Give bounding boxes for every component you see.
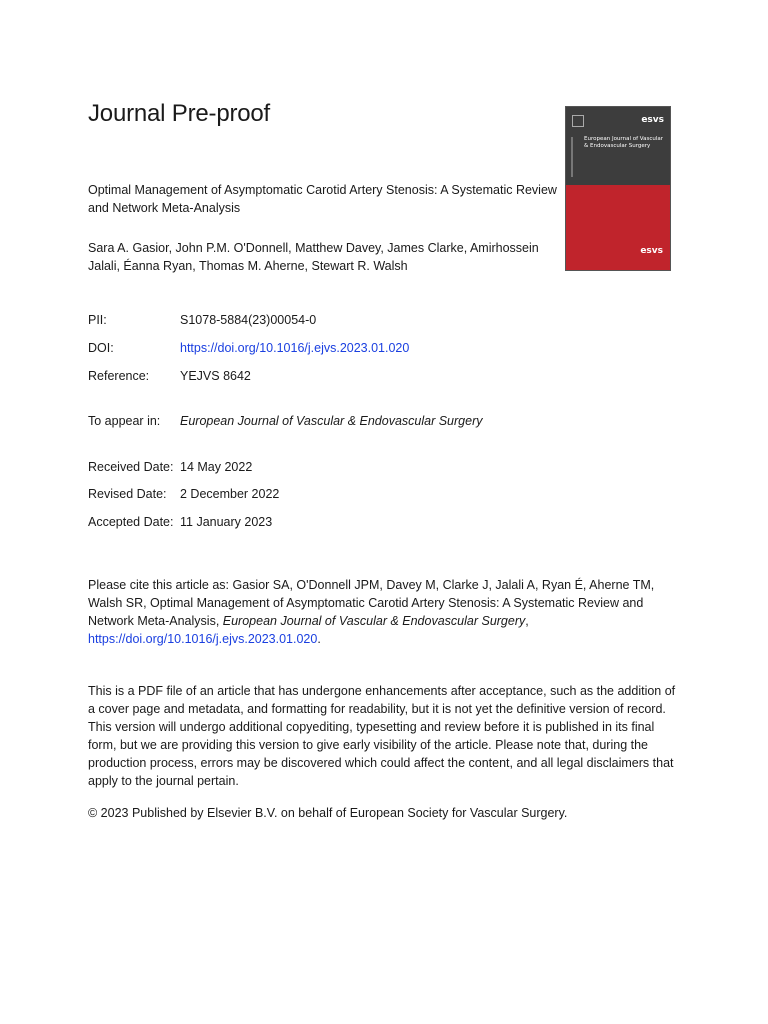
citation-doi-link[interactable]: https://doi.org/10.1016/j.ejvs.2023.01.020 bbox=[88, 632, 318, 646]
journal-cover-image bbox=[565, 106, 671, 271]
reference-label: Reference: bbox=[88, 369, 150, 383]
article-authors: Sara A. Gasior, John P.M. O'Donnell, Matthew Davey, James Clarke, Amirhossein Jalali, Éanna Ryan, Thomas M. Aherne, Stewart R. Walsh bbox=[88, 241, 539, 273]
received-row bbox=[88, 458, 252, 476]
citation-journal: European Journal of Vascular & Endovascular Surgery bbox=[222, 614, 526, 628]
page-title: Journal Pre-proof bbox=[88, 100, 271, 127]
revised-label: Revised Date: bbox=[88, 487, 167, 501]
cover-brand: esvs bbox=[641, 115, 664, 125]
citation-separator: , bbox=[525, 614, 529, 628]
received-date: 14 May 2022 bbox=[180, 460, 253, 474]
disclaimer-paragraph: This is a PDF file of an article that has undergone enhancements after acceptance, such as the addition of a cover page and metadata, and formatting for readability, but it is not yet the definitive version of record. This version will undergo additional copyediting, typesetting and review before it is published in its final form, but we are providing this version to give early visibility of the article. Please note that, during the production process, errors may be discovered which could affect the content, and all legal disclaimers that apply to the journal pertain. bbox=[88, 684, 676, 788]
accepted-row bbox=[88, 513, 272, 531]
reference-row bbox=[88, 367, 251, 385]
accepted-date: 11 January 2023 bbox=[180, 515, 273, 529]
accepted-label: Accepted Date: bbox=[88, 515, 174, 529]
article-title: Optimal Management of Asymptomatic Carotid Artery Stenosis: A Systematic Review and Network Meta-Analysis bbox=[88, 183, 557, 215]
cover-side-line bbox=[571, 137, 573, 177]
pii-row bbox=[88, 311, 316, 329]
citation-paragraph bbox=[88, 576, 678, 648]
citation-suffix: . bbox=[317, 632, 321, 646]
elsevier-logo-icon bbox=[572, 115, 584, 127]
pii-value: S1078-5884(23)00054-0 bbox=[180, 313, 317, 327]
doi-row bbox=[88, 339, 409, 357]
cover-brand-bottom: esvs bbox=[640, 246, 663, 256]
appear-in-row bbox=[88, 412, 482, 430]
appear-in-label: To appear in: bbox=[88, 414, 161, 428]
citation-prefix: Please cite this article as: Gasior SA, O'Donnell JPM, Davey M, Clarke J, Jalali A, Ryan É, Aherne TM, Walsh SR, Optimal Management of Asymptomatic Carotid Artery Stenosis: A Systematic Review and Network Meta-Analysis, bbox=[88, 578, 655, 628]
revised-row bbox=[88, 485, 279, 503]
cover-journal-name: European Journal of Vascular & Endovascular Surgery bbox=[584, 136, 664, 149]
doi-label: DOI: bbox=[88, 341, 114, 355]
revised-date: 2 December 2022 bbox=[180, 487, 280, 501]
reference-value: YEJVS 8642 bbox=[180, 369, 251, 383]
copyright-notice: © 2023 Published by Elsevier B.V. on behalf of European Society for Vascular Surgery. bbox=[88, 806, 568, 820]
doi-link[interactable]: https://doi.org/10.1016/j.ejvs.2023.01.020 bbox=[180, 341, 410, 355]
received-label: Received Date: bbox=[88, 460, 174, 474]
appear-in-journal: European Journal of Vascular & Endovascular Surgery bbox=[180, 414, 483, 428]
pii-label: PII: bbox=[88, 313, 107, 327]
